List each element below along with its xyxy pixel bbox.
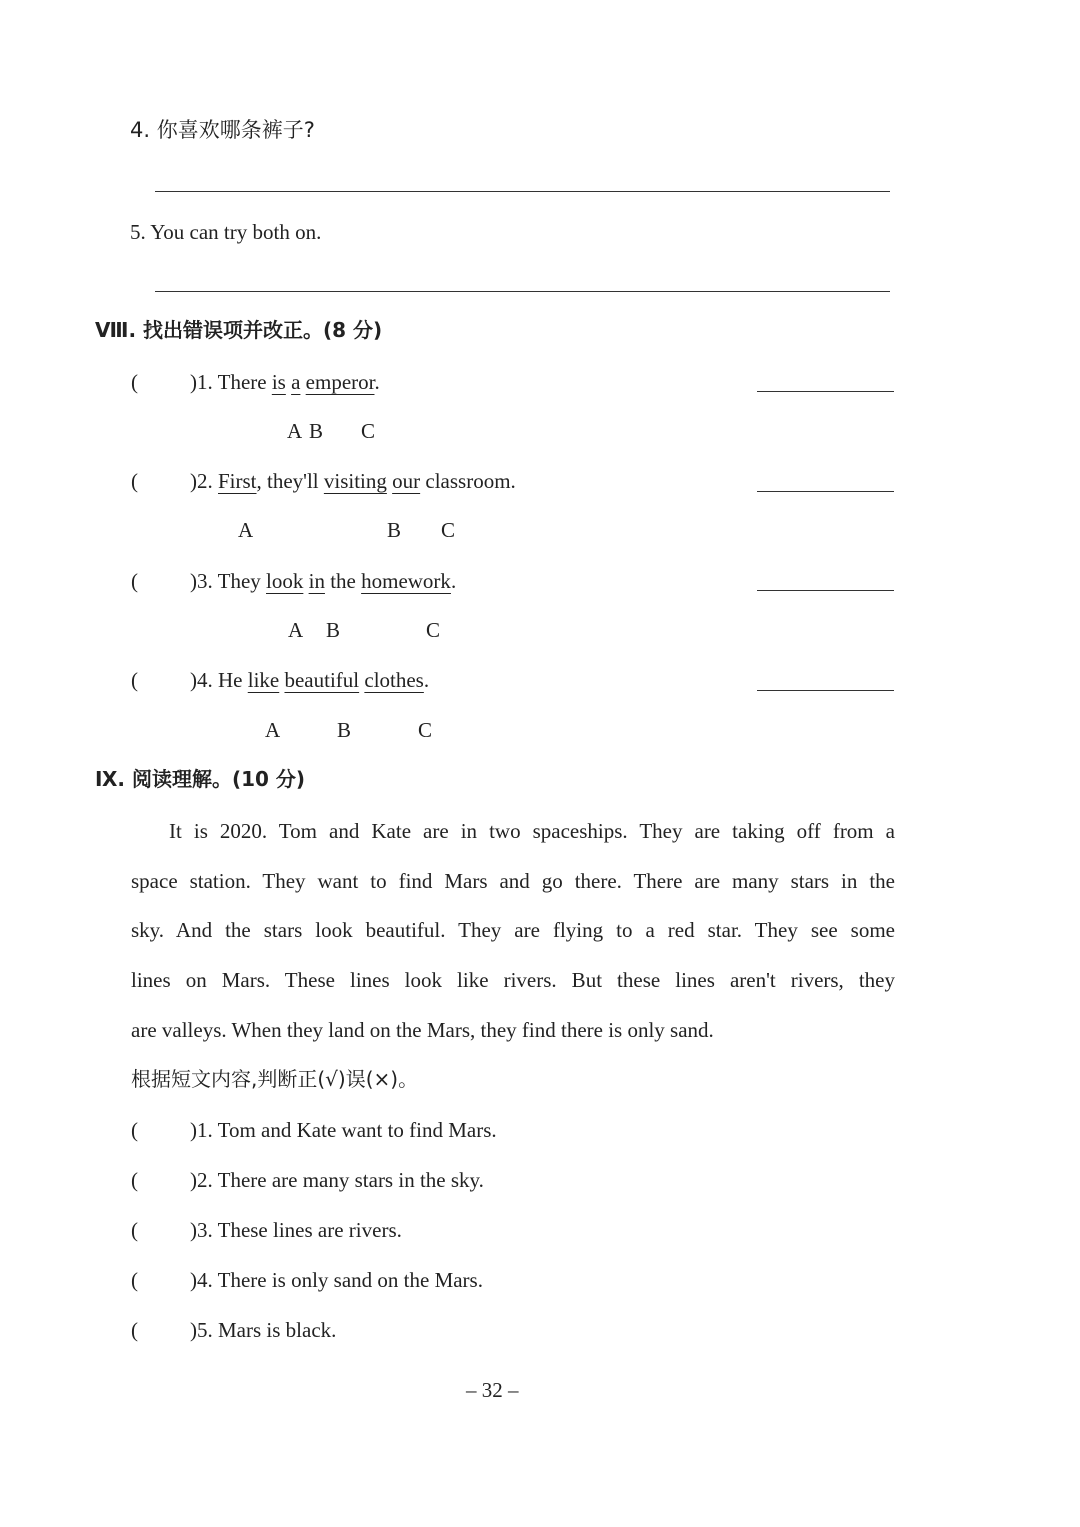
option-b: in [308,569,325,593]
correction-blank-3[interactable] [757,590,894,591]
item-text: the [324,569,362,593]
item-text: . [423,668,430,692]
option-c: homework [361,569,451,593]
passage-line-5: are valleys. When they land on the Mars, they find there is only sand. [131,1018,714,1042]
passage-line-2: space station. They want to find Mars and go there. There are many stars in the [131,869,895,893]
passage-line-1: It is 2020. Tom and Kate are in two spaceships. They are taking off from a [169,819,895,843]
answer-paren[interactable]: ( [131,469,138,493]
item-text: )2. [190,469,218,493]
statement-5: )5. Mars is black. [190,1318,337,1342]
error-item-2 [190,471,516,492]
option-label-c: C [426,618,441,642]
option-c: emperor [305,370,375,394]
option-a: look [266,569,304,593]
instruction: 根据短文内容,判断正(√)误(×)。 [131,1067,419,1091]
option-b: visiting [323,469,387,493]
correction-blank-1[interactable] [757,391,894,392]
answer-paren[interactable]: ( [131,1268,138,1292]
statement-4: )4. There is only sand on the Mars. [190,1268,483,1292]
statement-2: )2. There are many stars in the sky. [190,1168,484,1192]
question-5: 5. You can try both on. [130,220,322,244]
section-9-title: Ⅸ. 阅读理解。(10 分) [95,767,306,791]
item-text: classroom. [420,469,516,493]
option-c: clothes [364,668,424,692]
question-4: 4. 你喜欢哪条裤子? [130,118,315,142]
option-c: our [392,469,421,493]
answer-paren[interactable]: ( [131,370,138,394]
option-a: First [218,469,257,493]
statement-1: )1. Tom and Kate want to find Mars. [190,1118,497,1142]
error-item-3 [190,571,456,592]
option-b: a [291,370,301,394]
answer-paren[interactable]: ( [131,1118,138,1142]
option-label-c: C [418,718,433,742]
page-number: – 32 – [466,1378,519,1402]
section-8-title: Ⅷ. 找出错误项并改正。(8 分) [95,318,383,342]
answer-line-5[interactable] [155,291,890,292]
option-label-b: B [309,419,324,443]
error-item-4 [190,670,429,691]
correction-blank-2[interactable] [757,491,894,492]
option-a: like [247,668,280,692]
option-label-b: B [326,618,341,642]
item-text: )4. He [190,668,248,692]
option-label-c: C [441,518,456,542]
correction-blank-4[interactable] [757,690,894,691]
answer-paren[interactable]: ( [131,569,138,593]
option-b: beautiful [284,668,360,692]
option-label-a: A [288,618,304,642]
option-label-a: A [265,718,281,742]
option-label-b: B [387,518,402,542]
statement-3: )3. These lines are rivers. [190,1218,402,1242]
option-a: is [271,370,286,394]
passage-line-3: sky. And the stars look beautiful. They are flying to a red star. They see some [131,918,895,942]
option-label-b: B [337,718,352,742]
error-item-1 [190,372,380,393]
option-label-a: A [287,419,303,443]
item-text: )1. There [190,370,272,394]
answer-line-4[interactable] [155,191,890,192]
answer-paren[interactable]: ( [131,668,138,692]
answer-paren[interactable]: ( [131,1318,138,1342]
answer-paren[interactable]: ( [131,1168,138,1192]
item-text: . [450,569,457,593]
answer-paren[interactable]: ( [131,1218,138,1242]
item-text: . [374,370,380,394]
item-text: )3. They [190,569,267,593]
item-text: , they'll [256,469,324,493]
option-label-c: C [361,419,376,443]
passage-line-4: lines on Mars. These lines look like rivers. But these lines aren't rivers, they [131,968,895,992]
option-label-a: A [238,518,254,542]
